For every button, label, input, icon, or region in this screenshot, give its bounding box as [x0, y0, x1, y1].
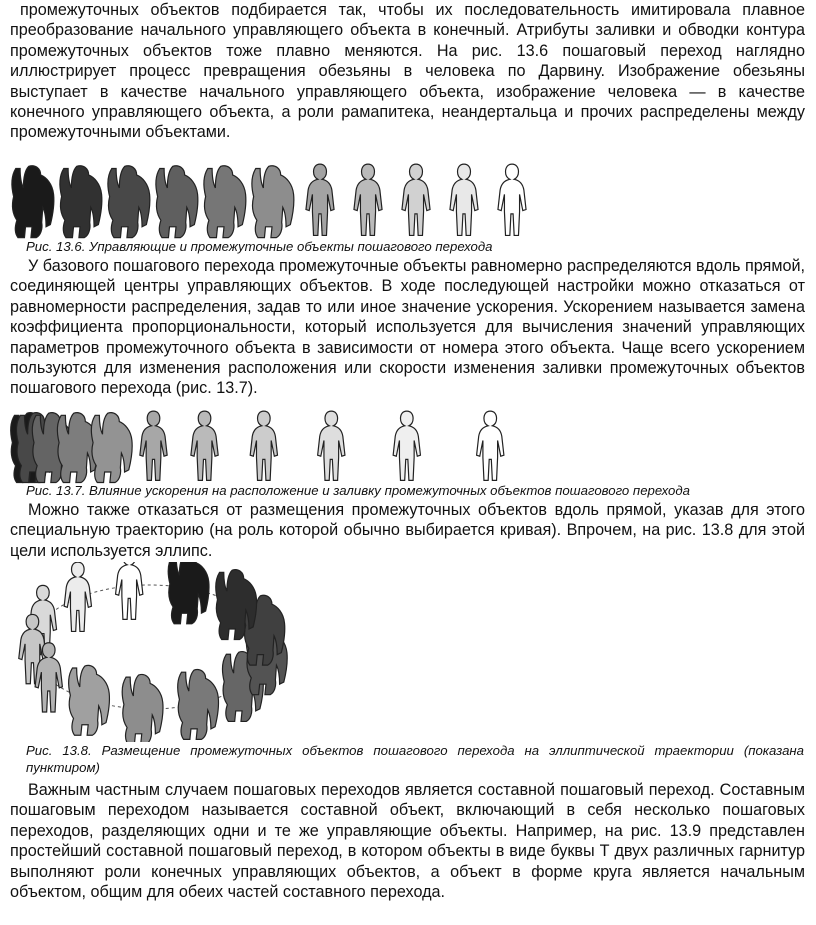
blend-step-8 [250, 411, 277, 480]
figure-13-8-art [0, 562, 816, 742]
blend-step-10 [450, 164, 478, 235]
figure-13-7 [0, 405, 816, 485]
blend-step-7 [122, 674, 163, 742]
figure-13-6 [0, 150, 816, 240]
blend-step-2 [64, 562, 91, 631]
blend-step-6 [252, 166, 294, 238]
blend-step-8 [354, 164, 382, 235]
blend-step-7 [191, 411, 218, 480]
blend-step-4 [156, 166, 198, 238]
blend-step-2 [60, 166, 102, 238]
paragraph-2: У базового пошагового перехода промежуточные объекты равномерно распределяются вдоль прямой, соединяющей центры управляющих объектов. В ходе последующей настройки можно отказаться от равномерности распределения, задав то или иное значение ускорения. Ускорением называется замена коэффициента пропорциональности, который используется для вычисления значений управляющих параметров промежуточного объекта в зависимости от номера этого объекта. Чаще всего ускорением пользуются для изменения расположения или скорости изменения заливки промежуточных объектов пошагового перехода (рис. 13.7). [10, 257, 805, 398]
blend-step-9 [318, 411, 345, 480]
figure-13-8 [0, 562, 816, 742]
blend-step-5 [91, 413, 132, 483]
blend-step-6 [69, 665, 110, 735]
caption-13-7: Рис. 13.7. Влияние ускорения на расположение и заливку промежуточных объектов пошагового перехода [26, 483, 691, 498]
blend-step-5 [204, 166, 246, 238]
caption-13-6: Рис. 13.6. Управляющие и промежуточные объекты пошагового перехода [26, 239, 493, 254]
blend-step-6 [140, 411, 167, 480]
blend-step-3 [108, 166, 150, 238]
paragraph-1: промежуточных объектов подбирается так, чтобы их последовательность имитировала плавное преобразование начального управляющего объекта в конечный. Атрибуты заливки и обводки контура промежуточных объектов тоже плавно меняются. На рис. 13.6 пошаговый переход наглядно иллюстрирует процесс превращения обезьяны в человека по Дарвину. Изображение обезьяны выступает в качестве начального управляющего объекта, изображение человека — в качестве конечного управляющего объекта, а роли рамапитека, неандертальца и прочих распределены между промежуточными объектами. [10, 1, 805, 142]
blend-step-11 [498, 164, 526, 235]
blend-step-11 [477, 411, 504, 480]
paragraph-3: Можно также отказаться от размещения промежуточных объектов вдоль прямой, указав для этого специальную траекторию (на роль которой обычно выбирается кривая). Впрочем, на рис. 13.8 для этой цели используется эллипс. [10, 501, 805, 560]
blend-step-1 [12, 166, 54, 238]
figure-13-6-art [0, 150, 816, 240]
blend-step-13 [168, 562, 209, 624]
caption-13-8: Рис. 13.8. Размещение промежуточных объектов пошагового перехода на эллиптической траектории (показана пунктиром) [26, 743, 804, 775]
blend-step-9 [402, 164, 430, 235]
blend-step-7 [306, 164, 334, 235]
blend-step-10 [393, 411, 420, 480]
blend-step-1 [116, 562, 143, 619]
paragraph-4: Важным частным случаем пошаговых переходов является составной пошаговый переход. Составным пошаговым переходом называется составной объект, включающий в себя несколько пошаговых переходов, разделяющих одни и те же управляющие объекты. Например, на рис. 13.9 представлен простейший составной пошаговый переход, в котором объекты в виде буквы Т двух различных гарнитур выполняют роли конечных управляющих объектов, а объект в форме круга является начальным объектом, общим для обеих частей составного перехода. [10, 781, 805, 902]
figure-13-7-art [0, 405, 816, 485]
blend-step-8 [178, 670, 219, 740]
